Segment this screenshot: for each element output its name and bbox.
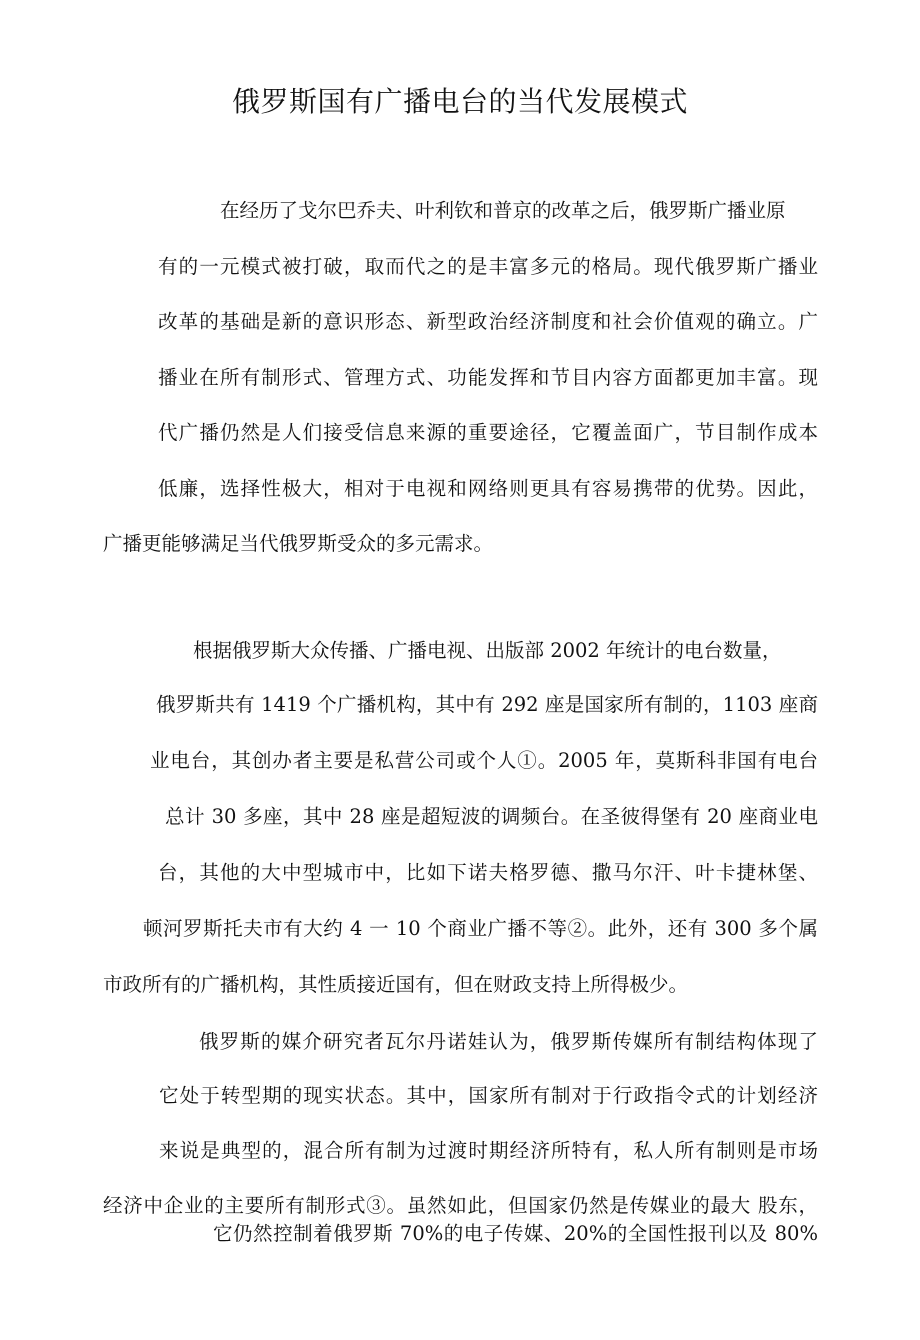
paragraph-2-line-4: 总计 30 多座，其中 28 座是超短波的调频台。在圣彼得堡有 20 座商业电	[165, 805, 818, 828]
paragraph-3-line-1: 俄罗斯的媒介研究者瓦尔丹诺娃认为，俄罗斯传媒所有制结构体现了	[199, 1030, 818, 1053]
paragraph-2-line-3: 业电台，其创办者主要是私营公司或个人①。2005 年，莫斯科非国有电台	[150, 749, 818, 772]
paragraph-2-line-1: 根据俄罗斯大众传播、广播电视、出版部 2002 年统计的电台数量，	[193, 639, 782, 662]
paragraph-2-line-7: 市政所有的广播机构，其性质接近国有，但在财政支持上所得极少。	[103, 973, 689, 996]
paragraph-3-line-2: 它处于转型期的现实状态。其中，国家所有制对于行政指令式的计划经济	[159, 1084, 818, 1107]
paragraph-1-line-5: 代广播仍然是人们接受信息来源的重要途径，它覆盖面广，节目制作成本	[158, 421, 818, 444]
paragraph-1-line-4: 播业在所有制形式、管理方式、功能发挥和节目内容方面都更加丰富。现	[158, 366, 818, 389]
paragraph-1-line-3: 改革的基础是新的意识形态、新型政治经济制度和社会价值观的确立。广	[158, 310, 818, 333]
paragraph-1-line-2: 有的一元模式被打破，取而代之的是丰富多元的格局。现代俄罗斯广播业	[158, 255, 818, 278]
document-title: 俄罗斯国有广播电台的当代发展模式	[231, 85, 688, 118]
paragraph-1-line-7: 广播更能够满足当代俄罗斯受众的多元需求。	[103, 532, 494, 555]
paragraph-2-line-5: 台，其他的大中型城市中，比如下诺夫格罗德、撒马尔汗、叶卡捷林堡、	[158, 861, 818, 884]
paragraph-1-line-6: 低廉，选择性极大，相对于电视和网络则更具有容易携带的优势。因此，	[158, 477, 818, 500]
paragraph-1-line-1: 在经历了戈尔巴乔夫、叶利钦和普京的改革之后，俄罗斯广播业原	[220, 199, 786, 222]
paragraph-2-line-2: 俄罗斯共有 1419 个广播机构，其中有 292 座是国家所有制的，1103 座商	[156, 693, 818, 716]
paragraph-2-line-6: 顿河罗斯托夫市有大约 4 一 10 个商业广播不等②。此外，还有 300 多个属	[143, 917, 818, 940]
paragraph-3-line-4: 经济中企业的主要所有制形式③。虽然如此，但国家仍然是传媒业的最大 股东，	[103, 1194, 818, 1217]
paragraph-3-line-3: 来说是典型的，混合所有制为过渡时期经济所特有，私人所有制则是市场	[159, 1139, 818, 1162]
paragraph-3-line-5: 它仍然控制着俄罗斯 70%的电子传媒、20%的全国性报刊以及 80%	[213, 1222, 818, 1245]
